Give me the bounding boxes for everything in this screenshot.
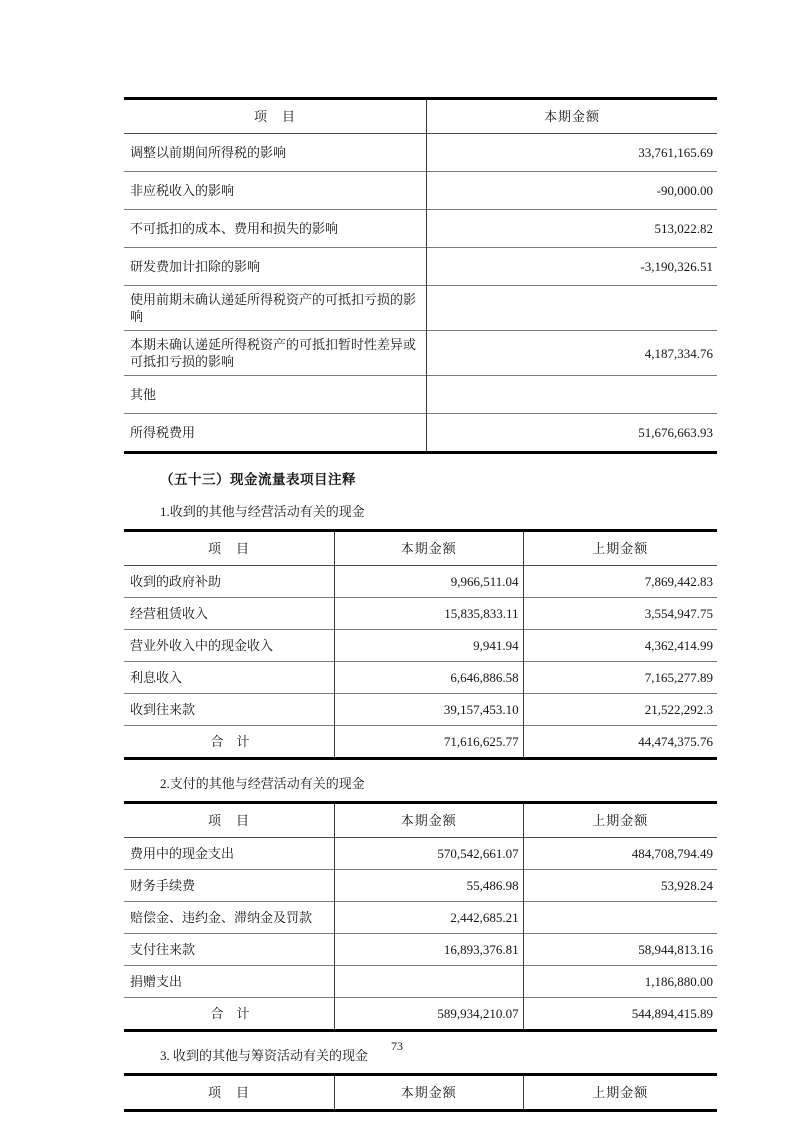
current-amount-cell: 513,022.82 bbox=[654, 221, 713, 236]
financing-cash-received-table bbox=[124, 1073, 717, 1112]
current-amount-cell: 9,966,511.04 bbox=[335, 566, 524, 598]
column-header-prior: 上期金额 bbox=[592, 1085, 649, 1100]
table-row bbox=[124, 934, 717, 966]
table-row bbox=[124, 414, 717, 453]
item-cell: 收到的政府补助 bbox=[124, 566, 335, 598]
total-label-cell: 合 计 bbox=[124, 726, 335, 759]
page-number: 73 bbox=[391, 1039, 403, 1053]
total-prior-cell: 544,894,415.89 bbox=[631, 1006, 713, 1021]
table-row bbox=[124, 210, 717, 248]
table-row bbox=[124, 630, 717, 662]
item-cell: 收到往来款 bbox=[124, 694, 335, 726]
column-header-prior: 上期金额 bbox=[592, 813, 649, 828]
item-cell: 费用中的现金支出 bbox=[124, 838, 335, 870]
table-row bbox=[124, 966, 717, 998]
page-content bbox=[124, 97, 717, 1112]
table-header-row bbox=[124, 1075, 717, 1111]
current-amount-cell: -90,000.00 bbox=[656, 183, 713, 198]
table-row bbox=[124, 598, 717, 630]
table-header-row bbox=[124, 99, 717, 134]
current-amount-cell: 570,542,661.07 bbox=[335, 838, 524, 870]
prior-amount-cell: 3,554,947.75 bbox=[644, 606, 713, 621]
item-cell: 经营租赁收入 bbox=[124, 598, 335, 630]
total-prior-cell: 44,474,375.76 bbox=[638, 734, 713, 749]
item-cell: 所得税费用 bbox=[124, 414, 426, 453]
table-row bbox=[124, 662, 717, 694]
item-cell: 捐赠支出 bbox=[124, 966, 335, 998]
table-row bbox=[124, 134, 717, 172]
table-row bbox=[124, 172, 717, 210]
operating-cash-paid-table bbox=[124, 801, 717, 1032]
current-amount-cell: 2,442,685.21 bbox=[335, 902, 524, 934]
current-amount-cell: 33,761,165.69 bbox=[638, 145, 713, 160]
current-amount-cell: -3,190,326.51 bbox=[640, 259, 713, 274]
item-cell: 非应税收入的影响 bbox=[124, 172, 426, 210]
table-header-row bbox=[124, 531, 717, 566]
current-amount-cell: 6,646,886.58 bbox=[335, 662, 524, 694]
table-row bbox=[124, 376, 717, 414]
subsection-heading-3: 3. 收到的其他与筹资活动有关的现金 bbox=[160, 1048, 369, 1063]
prior-amount-cell: 484,708,794.49 bbox=[631, 846, 713, 861]
prior-amount-cell: 4,362,414.99 bbox=[644, 638, 713, 653]
table-total-row bbox=[124, 998, 717, 1031]
item-cell: 其他 bbox=[124, 376, 426, 414]
prior-amount-cell: 7,869,442.83 bbox=[644, 574, 713, 589]
column-header-item: 项 目 bbox=[124, 531, 335, 566]
current-amount-cell: 39,157,453.10 bbox=[335, 694, 524, 726]
item-cell: 营业外收入中的现金收入 bbox=[124, 630, 335, 662]
operating-cash-received-table bbox=[124, 529, 717, 760]
current-amount-cell: 9,941.94 bbox=[335, 630, 524, 662]
table-row bbox=[124, 286, 717, 331]
prior-amount-cell: 21,522,292.3 bbox=[644, 702, 713, 717]
total-current-cell: 71,616,625.77 bbox=[335, 726, 524, 759]
current-amount-cell bbox=[426, 376, 717, 414]
column-header-item: 项 目 bbox=[124, 1075, 335, 1111]
column-header-item: 项 目 bbox=[124, 99, 426, 134]
current-amount-cell: 15,835,833.11 bbox=[335, 598, 524, 630]
item-cell: 财务手续费 bbox=[124, 870, 335, 902]
subsection-heading-2: 2.支付的其他与经营活动有关的现金 bbox=[160, 776, 365, 791]
current-amount-cell: 16,893,376.81 bbox=[335, 934, 524, 966]
table-row bbox=[124, 331, 717, 376]
section-heading: （五十三）现金流量表项目注释 bbox=[160, 472, 356, 487]
item-cell: 使用前期未确认递延所得税资产的可抵扣亏损的影响 bbox=[124, 286, 426, 331]
item-cell: 支付往来款 bbox=[124, 934, 335, 966]
column-header-current: 本期金额 bbox=[335, 803, 524, 838]
table-row bbox=[124, 566, 717, 598]
item-cell: 利息收入 bbox=[124, 662, 335, 694]
prior-amount-cell: 1,186,880.00 bbox=[644, 974, 713, 989]
total-current-cell: 589,934,210.07 bbox=[335, 998, 524, 1031]
item-cell: 调整以前期间所得税的影响 bbox=[124, 134, 426, 172]
column-header-prior: 上期金额 bbox=[592, 541, 649, 556]
current-amount-cell bbox=[426, 286, 717, 331]
total-label-cell: 合 计 bbox=[124, 998, 335, 1031]
current-amount-cell: 4,187,334.76 bbox=[644, 345, 713, 361]
current-amount-cell: 51,676,663.93 bbox=[638, 425, 713, 440]
table-total-row bbox=[124, 726, 717, 759]
item-cell: 本期未确认递延所得税资产的可抵扣暂时性差异或可抵扣亏损的影响 bbox=[124, 331, 426, 376]
column-header-current: 本期金额 bbox=[543, 109, 600, 124]
item-cell: 不可抵扣的成本、费用和损失的影响 bbox=[124, 210, 426, 248]
table-header-row bbox=[124, 803, 717, 838]
current-amount-cell bbox=[335, 966, 524, 998]
item-cell: 研发费加计扣除的影响 bbox=[124, 248, 426, 286]
column-header-current: 本期金额 bbox=[335, 1075, 524, 1111]
income-tax-effect-table bbox=[124, 97, 717, 454]
prior-amount-cell: 7,165,277.89 bbox=[644, 670, 713, 685]
table-row bbox=[124, 694, 717, 726]
prior-amount-cell: 58,944,813.16 bbox=[638, 942, 713, 957]
table-row bbox=[124, 902, 717, 934]
column-header-item: 项 目 bbox=[124, 803, 335, 838]
column-header-current: 本期金额 bbox=[335, 531, 524, 566]
current-amount-cell: 55,486.98 bbox=[335, 870, 524, 902]
item-cell: 赔偿金、违约金、滞纳金及罚款 bbox=[124, 902, 335, 934]
table-row bbox=[124, 248, 717, 286]
subsection-heading-1: 1.收到的其他与经营活动有关的现金 bbox=[160, 504, 365, 519]
prior-amount-cell bbox=[523, 902, 717, 934]
prior-amount-cell: 53,928.24 bbox=[661, 878, 713, 893]
table-row bbox=[124, 870, 717, 902]
table-row bbox=[124, 838, 717, 870]
